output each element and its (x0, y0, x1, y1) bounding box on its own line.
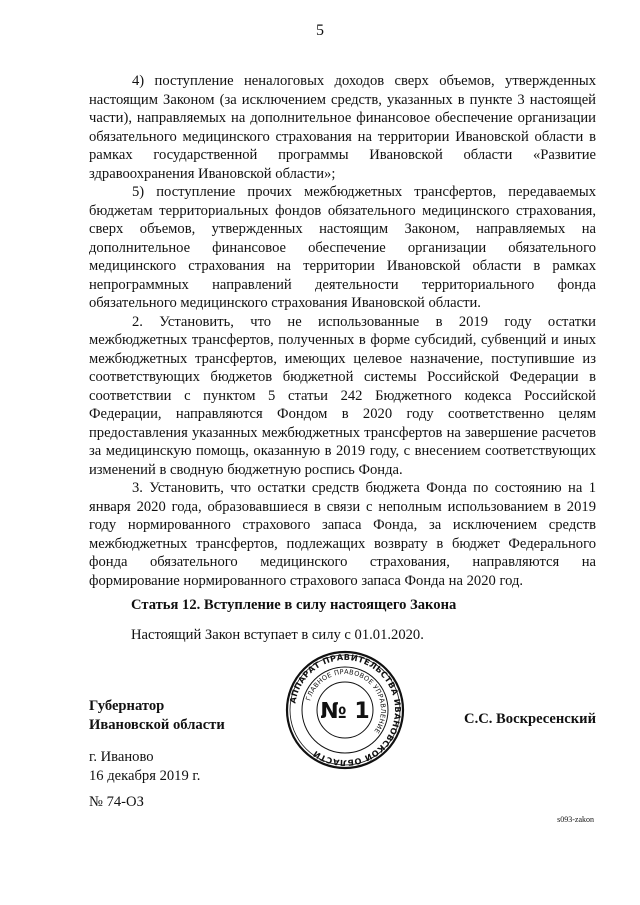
paragraph: 5) поступление прочих межбюджетных трансфертов, передаваемых бюджетам территориальных фондов обязательного медицинского страхования, сверх объемов, утвержденных настоящим Законом, направляемых на дополнительное финансовое обеспечение организации обязательного медицинского страхования на территории Ивановской области в рамках непрограммных направлений деятельности территориального фонда обязательного медицинского страхования Ивановской области. (89, 184, 596, 311)
signatory-position (89, 697, 225, 735)
position-line: Губернатор (89, 698, 165, 714)
svg-text:ГЛАВНОЕ ПРАВОВОЕ УПРАВЛЕНИЕ: ГЛАВНОЕ ПРАВОВОЕ УПРАВЛЕНИЕ (304, 667, 388, 735)
article-title: Статья 12. Вступление в силу настоящего Закона (131, 597, 457, 613)
svg-text:АППАРАТ ПРАВИТЕЛЬСТВА ИВАНОВСК: АППАРАТ ПРАВИТЕЛЬСТВА ИВАНОВСКОЙ ОБЛАСТИ (287, 651, 404, 769)
place: г. Иваново (89, 749, 154, 765)
signatory-name: С.С. Воскресенский (464, 711, 596, 727)
document-body (89, 72, 596, 590)
position-line: Ивановской области (89, 717, 225, 733)
article-text: Настоящий Закон вступает в силу с 01.01.2020. (131, 627, 424, 643)
law-number: № 74-ОЗ (89, 794, 144, 810)
official-seal (285, 650, 405, 770)
date: 16 декабря 2019 г. (89, 768, 201, 784)
paragraph: 3. Установить, что остатки средств бюджета Фонда по состоянию на 1 января 2020 года, образовавшиеся в связи с неполным использованием в 2019 году нормированного страхового запаса Фонда, за исключением средств межбюджетных трансфертов, подлежащих возврату в бюджет Федерального фонда обязательного медицинского страхования, направляются на формирование нормированного страхового запаса Фонда на 2020 год. (89, 480, 596, 589)
svg-text:№ 1: № 1 (320, 699, 370, 724)
document-code: s093-zakon (557, 815, 594, 824)
page-number: 5 (316, 22, 324, 39)
paragraph: 2. Установить, что не использованные в 2019 году остатки межбюджетных трансфертов, полученных в форме субсидий, субвенций и иных межбюджетных трансфертов, имеющих целевое назначение, поступившие из соответствующих бюджетов бюджетной системы Российской Федерации в соответствии с пунктом 5 статьи 242 Бюджетного кодекса Российской Федерации, направляются Фондом в 2020 году соответственно целям предоставления указанных межбюджетных трансфертов на завершение расчетов за медицинскую помощь, оказанную в 2019 году, с внесением соответствующих изменений в сводную бюджетную роспись Фонда. (89, 313, 596, 478)
place-and-date (89, 748, 200, 786)
paragraph: 4) поступление неналоговых доходов сверх объемов, утвержденных настоящим Законом (за исключением средств, указанных в пункте 3 настоящей части), направляемых на дополнительное финансовое обеспечение организации обязательного медицинского страхования на территории Ивановской области в рамках государственной программы Ивановской области «Развитие здравоохранения Ивановской области»; (89, 73, 596, 182)
